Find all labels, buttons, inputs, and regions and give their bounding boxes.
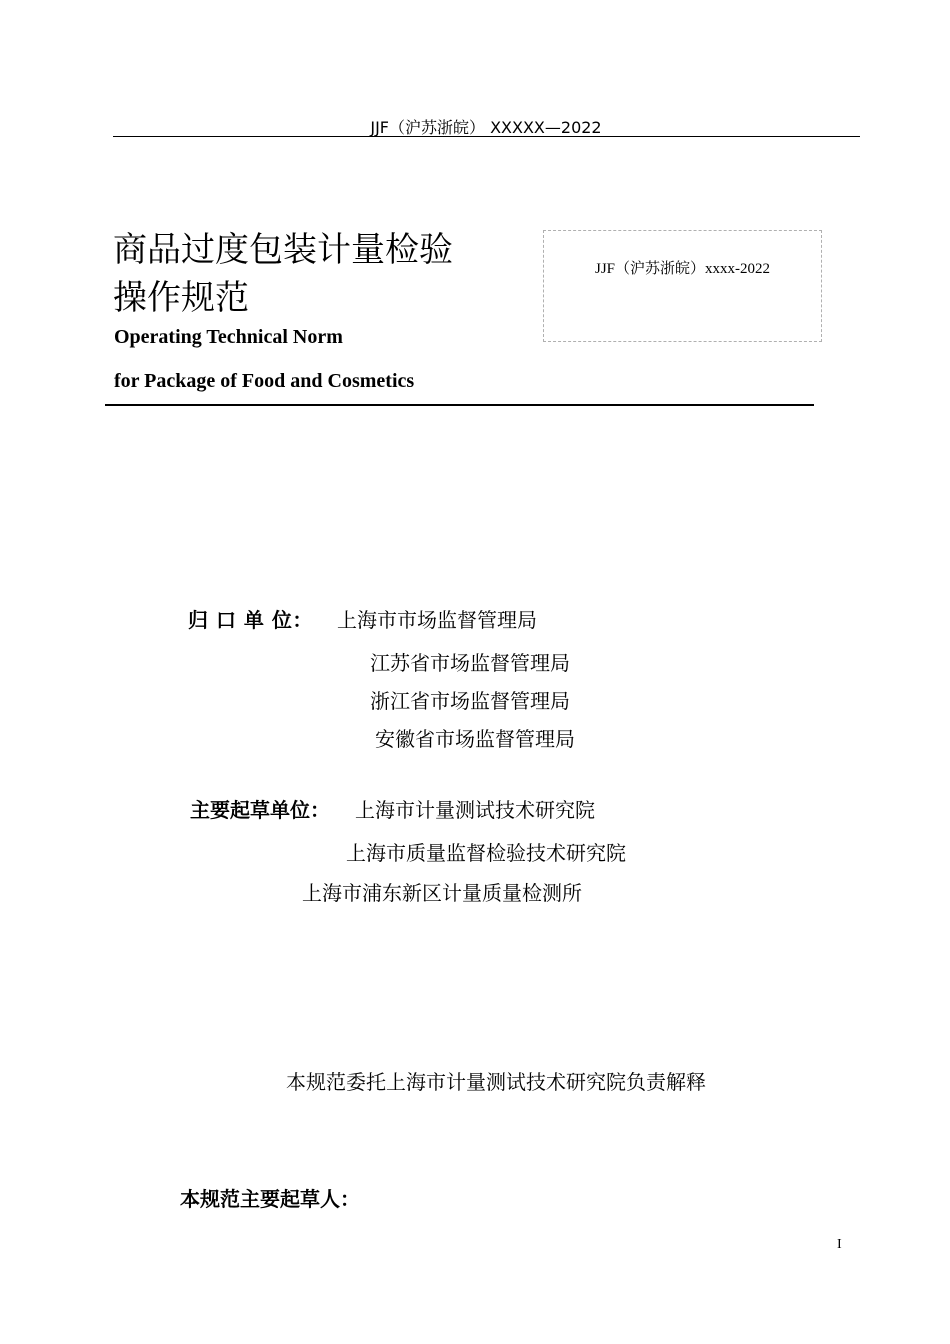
header-standard-code: JJF（沪苏浙皖） XXXXX—2022 <box>370 118 602 137</box>
responsible-units-label: 归 口 单 位： <box>188 608 313 632</box>
title-english-line-2: for Package of Food and Cosmetics <box>114 370 415 392</box>
drafting-unit-item: 上海市质量监督检验技术研究院 <box>346 841 626 865</box>
drafting-unit-item: 上海市浦东新区计量质量检测所 <box>302 881 582 905</box>
title-chinese-line-1: 商品过度包装计量检验 <box>113 230 453 270</box>
standard-code-box <box>543 230 822 342</box>
responsible-unit-item: 浙江省市场监督管理局 <box>370 689 570 713</box>
responsible-unit-item: 安徽省市场监督管理局 <box>375 727 575 751</box>
title-english-line-1: Operating Technical Norm <box>114 326 343 348</box>
title-divider <box>105 404 814 406</box>
responsible-unit-item: 江苏省市场监督管理局 <box>370 651 570 675</box>
page-number: I <box>837 1237 842 1252</box>
interpretation-statement: 本规范委托上海市计量测试技术研究院负责解释 <box>286 1070 706 1094</box>
title-chinese-line-2: 操作规范 <box>113 278 249 318</box>
drafters-label: 本规范主要起草人： <box>180 1187 360 1211</box>
standard-code-box-text: JJF（沪苏浙皖）xxxx-2022 <box>594 261 770 277</box>
responsible-unit-item: 上海市市场监督管理局 <box>337 608 537 632</box>
header-divider <box>113 136 860 137</box>
drafting-units-label: 主要起草单位： <box>190 798 330 822</box>
drafting-unit-item: 上海市计量测试技术研究院 <box>355 798 595 822</box>
